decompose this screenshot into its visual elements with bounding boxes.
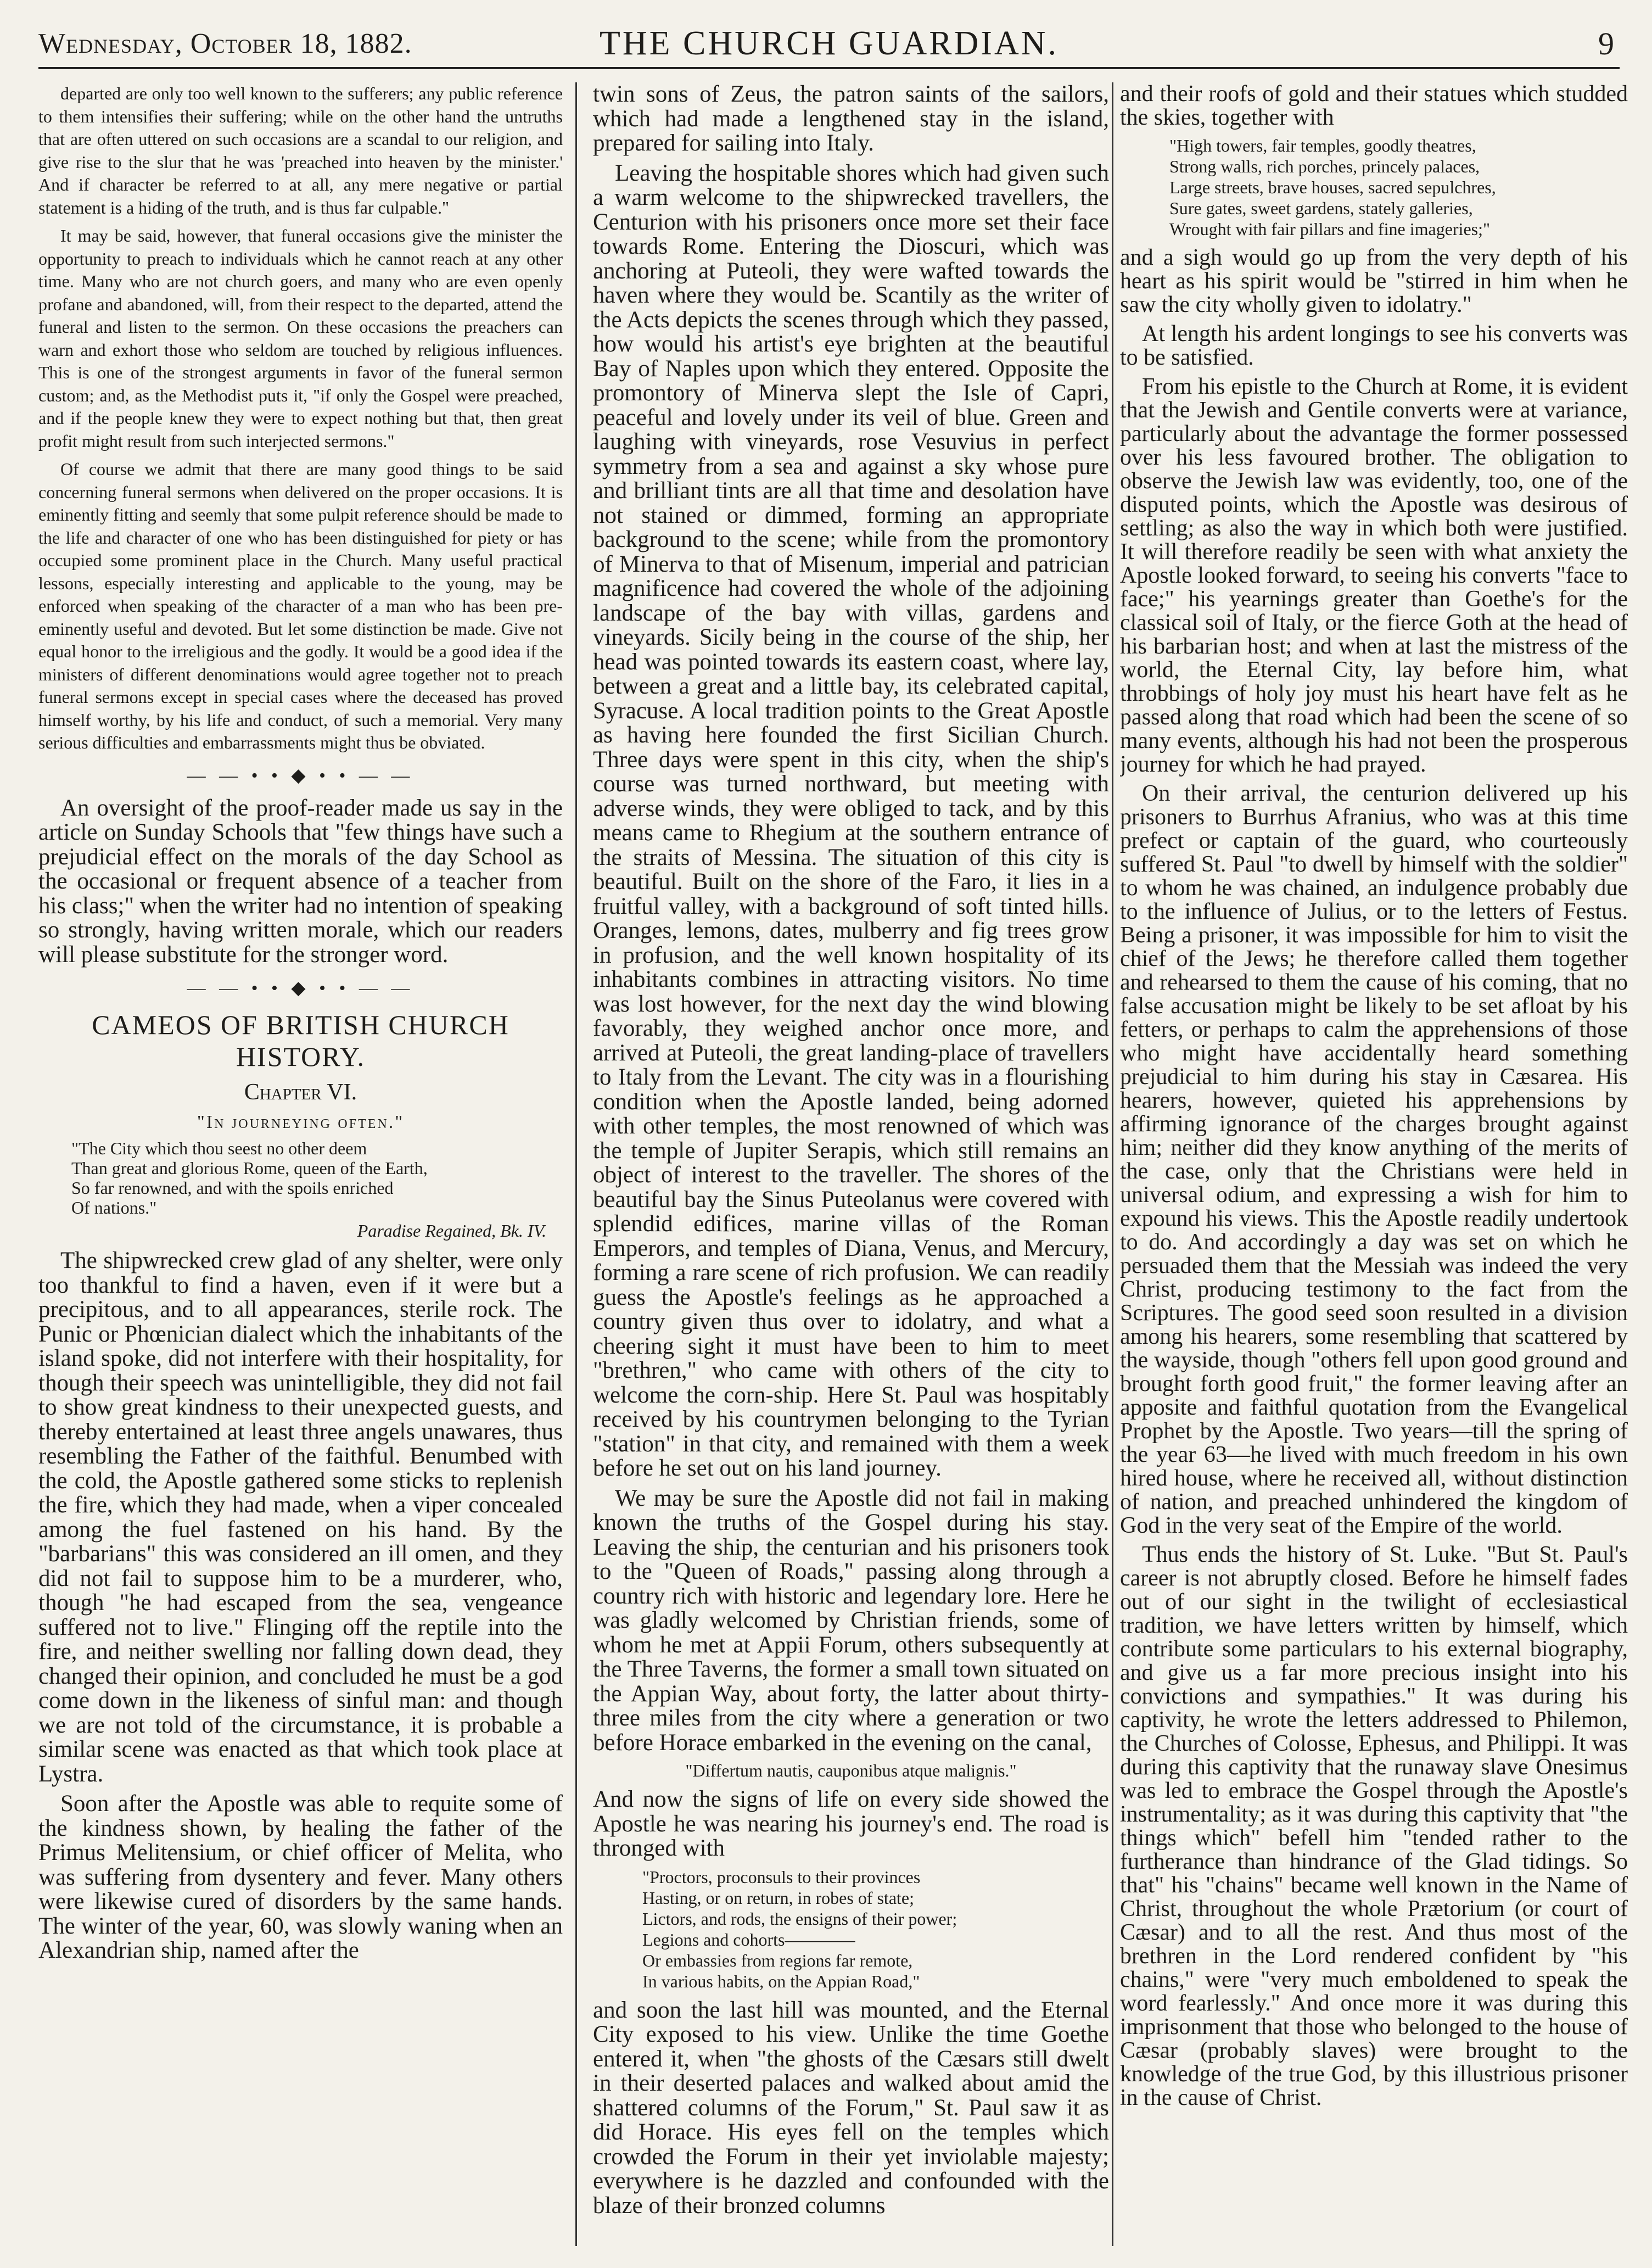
issue-date: Wednesday, October 18, 1882. — [38, 28, 412, 59]
paragraph: and their roofs of gold and their statues which studded the skies, together with — [1120, 82, 1628, 130]
verse-line: Lictors, and rods, the ensigns of their power; — [642, 1908, 957, 1929]
column-rule — [575, 82, 577, 2246]
section-divider: — — • • ◆ • • — — — [187, 978, 415, 998]
verse-line: Strong walls, rich porches, princely palaces, — [1169, 157, 1480, 176]
epigraph-source: Paradise Regained, Bk. IV. — [357, 1221, 546, 1241]
column-1 — [38, 82, 563, 2246]
masthead-title: THE CHURCH GUARDIAN. — [599, 25, 1059, 62]
paragraph: and soon the last hill was mounted, and the Eternal City exposed to his view. Unlike the time Goethe entered it, when "the ghosts of the Cæsars still dwelt in their deserted palaces and walked about amid the shattered columns of the Forum," St. Paul saw it as did Horace. His eyes fell on the temples which crowded the Forum in their yet inviolable majesty; everywhere is he dazzled and confounded with the blaze of their bronzed columns — [593, 1997, 1109, 2219]
paragraph: and a sigh would go up from the very depth of his heart as his spirit would be "stirred in him when he saw the city wholly given to idolatry." — [1120, 245, 1628, 317]
paragraph: At length his ardent longings to see his converts was to be satisfied. — [1120, 321, 1628, 370]
epigraph-line: "The City which thou seest no other deem — [71, 1138, 367, 1158]
column-3 — [1120, 82, 1628, 2246]
verse-line: Sure gates, sweet gardens, stately galleries, — [1169, 198, 1473, 218]
verse-line: Large streets, brave houses, sacred sepulchres, — [1169, 177, 1496, 197]
paragraph: Soon after the Apostle was able to requite some of the kindness shown, by healing the father of the Primus Melitensium, or chief officer of Melita, who was suffering from dysentery and fever. Many others were likewise cured of disorders by the same hands. The winter of the year, 60, was slowly waning when an Alexandrian ship, named after the — [38, 1791, 563, 1963]
paragraph: Thus ends the history of St. Luke. "But St. Paul's career is not abruptly closed. Before he himself fades out of our sight in the twilight of ecclesiastical tradition, we have letters written by himself, which contribute some particulars to his external biography, and give us a far more precious insight into his convictions and sympathies." It was during his captivity, he wrote the letters addressed to Philemon, the Churches of Colosse, Ephesus, and Philippi. It was during this captivity that the runaway slave Onesimus was led to embrace the Gospel through the Apostle's instrumentality; as it was during this captivity that "the things which" befell him "tended rather to the furtherance than hindrance of the Glad tidings. So that" his "chains" became well known in the Name of Christ, throughout the whole Prætorium (or court of Cæsar) and to all the rest. And thus most of the brethren in the Lord rendered confident by "his chains," were "very much emboldened to speak the word fearlessly." And once more it was during this imprisonment that those who belonged to the house of Cæsar (probably slaves) were brought to the knowledge of the true God, by this illustrious prisoner in the cause of Christ. — [1120, 1542, 1628, 2110]
verse-line: "Proctors, proconsuls to their provinces — [642, 1867, 921, 1887]
paragraph: Leaving the hospitable shores which had given such a warm welcome to the shipwrecked travellers, the Centurion with his prisoners once more set their face towards Rome. Entering the Dioscuri, which was anchoring at Puteoli, they were wafted towards the haven where they would be. Scantily as the writer of the Acts depicts the scenes through which they passed, how would his artist's eye brighten at the beautiful Bay of Naples upon which they entered. Opposite the promontory of Minerva slept the Isle of Capri, peaceful and lovely under its veil of blue. Green and laughing with vineyards, rose Vesuvius in perfect symmetry from a sea and against a sky whose pure and brilliant tints are all that time and desolation have not stained or dimmed, forming an appropriate background to the scene; while from the promontory of Minerva to that of Misenum, imperial and patrician magnificence had covered the whole of the adjoining landscape of the bay with villas, gardens and vineyards. Sicily being in the course of the ship, her head was pointed towards its eastern coast, where lay, between a great and a little bay, its celebrated capital, Syracuse. A local tradition points to the Great Apostle as having here founded the first Sicilian Church. Three days were spent in this city, when the ship's course was turned northward, but meeting with adverse winds, they were obliged to tack, and by this means came to Rhegium at the southern entrance of the straits of Messina. The situation of this city is beautiful. Built on the shore of the Faro, it lies in a fruitful valley, with a background of soft tinted hills. Oranges, lemons, dates, mulberry and fig trees grow in profusion, and the well known hospitality of its inhabitants combines in attracting visitors. No time was lost however, for the next day the wind blowing favorably, they weighed anchor once more, and arrived at Puteoli, the great landing-place of travellers to Italy from the Levant. The city was in a flourishing condition when the Apostle landed, being adorned with other temples, the most renowned of which was the temple of Jupiter Serapis, which still remains an object of interest to the traveller. The shores of the beautiful bay the Sinus Puteolanus were covered with splendid edifices, marine villas of the Roman Emperors, and temples of Diana, Venus, and Mercury, forming a rare scene of rich profusion. We can readily guess the Apostle's feelings as he approached a country given thus over to idolatry, and what a cheering sight it must have been to him to meet "brethren," who came with others of the city to welcome the corn-ship. Here St. Paul was hospitably received by his countrymen belonging to the Tyrian "station" in that city, and remained with them a week before he set out on his land journey. — [593, 160, 1109, 1481]
epigraph-line: Than great and glorious Rome, queen of the Earth, — [71, 1158, 428, 1178]
page-number: 9 — [1598, 26, 1614, 62]
paragraph: From his epistle to the Church at Rome, it is evident that the Jewish and Gentile converts were at variance, particularly about the advantage the former possessed over his less favoured brother. The obligation to observe the Jewish law was evidently, too, one of the disputed points, which the Apostle was desirous of settling; as also the way in which both were justified. It will therefore readily be seen with what anxiety the Apostle looked forward, to seeing his converts "face to face;" his yearnings greater than Goethe's for the classical soil of Italy, or the fierce Goth at the head of his barbarian host; and when at last the mistress of the world, the Eternal City, lay before him, what throbbings of holy joy must his heart have felt as he passed along that road which had been the scene of so many events, although his had not been the prosperous journey for which he had prayed. — [1120, 374, 1628, 777]
verse-line: "High towers, fair temples, goodly theatres, — [1169, 136, 1476, 155]
epigraph-line: So far renowned, and with the spoils enriched — [71, 1178, 394, 1198]
epigraph-line: Of nations." — [71, 1198, 157, 1217]
verse-quotation — [1169, 135, 1628, 239]
chapter-motto: "In journeying often." — [197, 1112, 405, 1132]
verse-line: Wrought with fair pillars and fine imageries;" — [1169, 219, 1491, 239]
article-title: CAMEOS OF BRITISH CHURCH HISTORY. — [92, 1009, 509, 1072]
correction-notice: An oversight of the proof-reader made us say in the article on Sunday Schools that "few things have such a prejudicial effect on the morals of the day School as the occasional or frequent absence of a teacher from his class;" when the writer had no intention of speaking so strongly, having written morale, which our readers will please substitute for the stronger word. — [38, 795, 563, 968]
verse-line: Or embassies from regions far remote, — [642, 1950, 913, 1970]
page-header — [38, 18, 1620, 69]
verse-line: Legions and cohorts———— — [642, 1929, 855, 1949]
column-2 — [593, 82, 1109, 2246]
paragraph: On their arrival, the centurion delivered up his prisoners to Burrhus Afranius, who was at this time prefect or captain of the guard, who courteously suffered St. Paul "to dwell by himself with the soldier" to whom he was chained, an indulgence probably due to the influence of Julius, or to the letters of Festus. Being a prisoner, it was impossible for him to visit the chief of the Jews; he therefore called them together and rehearsed to them the cause of his coming, that no false accusation might be likely to be set afloat by his fetters, or perhaps to calm the apprehensions of those who might have accidentally heard something prejudicial to him during his stay in Cæsarea. His hearers, however, quieted his apprehensions by affirming ignorance of the charges brought against him; neither did they know anything of the merits of the case, only that the Christians were held in universal odium, and expressing a wish for him to expound his views. This the Apostle readily undertook to do. And accordingly a day was set on which he persuaded them that the Messiah was indeed the very Christ, producing testimony to the fact from the Scriptures. The good seed soon resulted in a division among his hearers, some resembling that scattered by the wayside, though "others fell upon good ground and brought forth good fruit," the former leaving after an apposite and faithful quotation from the Evangelical Prophet by the Apostle. Two years—till the spring of the year 63—he lived with much freedom in his own hired house, where he received all, without distinction of nation, and preached unhindered the kingdom of God in the very seat of the Empire of the world. — [1120, 781, 1628, 1538]
section-divider: — — • • ◆ • • — — — [187, 765, 415, 786]
latin-quotation: "Differtum nautis, cauponibus atque malignis." — [685, 1761, 1017, 1780]
paragraph: The shipwrecked crew glad of any shelter, were only too thankful to find a haven, even if it were but a precipitous, and to all appearances, sterile rock. The Punic or Phœnician dialect which the inhabitants of the island spoke, did not interfere with their hospitality, for though their speech was unintelligible, they did not fail to show great kindness to their unexpected guests, and thereby entertained at least three angels unawares, thus resembling the Father of the faithful. Benumbed with the cold, the Apostle gathered some sticks to replenish the fire, which they had made, when a viper concealed among the fuel fastened on his hand. By the "barbarians" this was considered an ill omen, and they did not fail to suppose him to be a murderer, who, though "he had escaped from the sea, vengeance suffered not to live." Flinging off the reptile into the fire, and neither swelling nor falling down dead, they changed their opinion, and concluded he must be a god come down in the likeness of sinful man: and though we are not told of the circumstance, it is probable a similar scene was enacted as that which took place at Lystra. — [38, 1248, 563, 1787]
paragraph: It may be said, however, that funeral occasions give the minister the opportunity to preach to individuals which he cannot reach at any other time. Many who are not church goers, and many who are even openly profane and abandoned, will, from their respect to the departed, attend the funeral and listen to the sermon. On these occasions the preachers can warn and exhort those who seldom are touched by religious influences. This is one of the strongest arguments in favor of the funeral sermon custom; and, as the Methodist puts it, "if only the Gospel were preached, and if the people knew they were to expect nothing but that, then great profit might result from such interjected sermons." — [38, 226, 563, 451]
verse-line: In various habits, on the Appian Road," — [642, 1971, 920, 1991]
paragraph: We may be sure the Apostle did not fail in making known the truths of the Gospel during his stay. Leaving the ship, the centurian and his prisoners took to the "Queen of Roads," passing along through a country rich with historic and legendary lore. Here he was gladly welcomed by Christian friends, some of whom he met at Appii Forum, others subsequently at the Three Taverns, the former a small town situated on the Appian Way, about forty, the latter about thirty-three miles from the city where a generation or two before Horace embarked in the evening on the canal, — [593, 1485, 1109, 1756]
verse-quotation — [642, 1867, 1109, 1992]
epigraph — [71, 1138, 563, 1217]
paragraph: twin sons of Zeus, the patron saints of the sailors, which had made a lengthened stay in the island, prepared for sailing into Italy. — [593, 82, 1109, 156]
paragraph: Of course we admit that there are many good things to be said concerning funeral sermons when delivered on the proper occasions. It is eminently fitting and seemly that some pulpit reference should be made to the life and character of one who has been distinguished for piety or has occupied some prominent place in the Church. Many useful practical lessons, especially interesting and applicable to the young, may be enforced when speaking of the character of a man who has been pre-eminently useful and devoted. But let some distinction be made. Give not equal honor to the irreligious and the godly. It would be a good idea if the ministers of different denominations would agree together not to preach funeral sermons except in special cases where the deceased has proved himself worthy, by his life and conduct, of such a memorial. Very many serious difficulties and embarrassments might thus be obviated. — [38, 459, 563, 752]
paragraph: departed are only too well known to the sufferers; any public reference to them intensifies their suffering; while on the other hand the untruths that are often uttered on such occasions are a scandal to our religion, and give rise to the slur that he was 'preached into heaven by the minister.' And if character be referred to at all, any mere negative or partial statement is a hiding of the truth, and is thus far culpable." — [38, 83, 563, 217]
paragraph: And now the signs of life on every side showed the Apostle he was nearing his journey's end. The road is thronged with — [593, 1786, 1109, 1861]
chapter-heading: Chapter VI. — [244, 1080, 357, 1105]
verse-line: Hasting, or on return, in robes of state; — [642, 1887, 914, 1908]
column-rule — [1112, 82, 1113, 2246]
